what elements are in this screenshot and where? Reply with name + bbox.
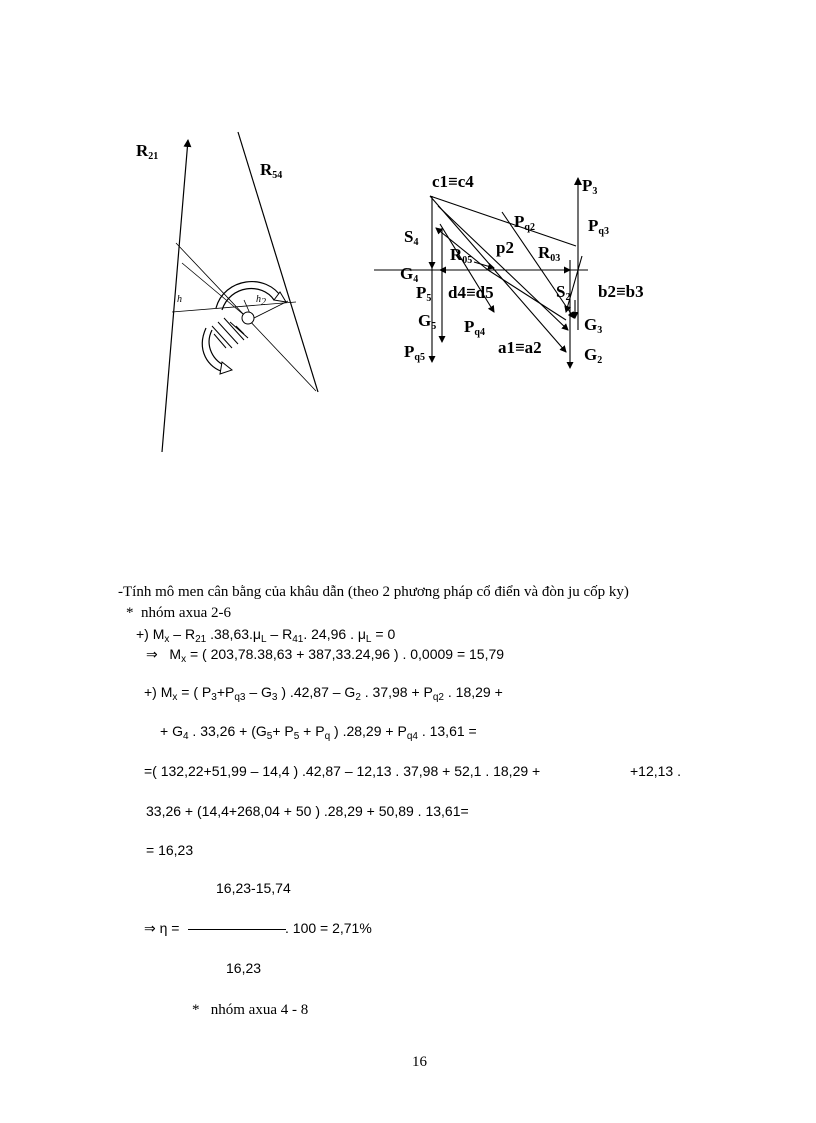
- equation-moment-3: +) $M_x$ = ( $P_3+P_{q3} - G_3$ ) $.42,87 - G_2$ . $37,98 + P_{q2}$ . 18,29 +: [144, 684, 503, 703]
- label-s2: $S_2$: [556, 282, 571, 303]
- page-number: 16: [412, 1054, 427, 1070]
- equation-moment-2: ⇒ $M_x$ = ( 203,78.38,63 + 387,33.24,96 ) . 0,0009 = 15,79: [146, 646, 505, 665]
- label-p5: $P_5$: [416, 283, 432, 304]
- label-g5: $G_5$: [418, 311, 437, 332]
- label-pq2: $P_{q2}$: [514, 212, 535, 233]
- efficiency-rhs: . 100 = 2,71%: [285, 920, 372, 936]
- equation-numeric-1-cont: +12,13 .: [630, 763, 681, 779]
- label-h2: $h_2$: [256, 294, 266, 308]
- equation-moment-4: + $G_4$ . $33,26 + (G_5+ P_5 + P_q$ ) $.28,29 + P_{q4}$ . 13,61 =: [160, 723, 477, 742]
- label-p3: $P_3$: [582, 176, 598, 197]
- label-pq4: $P_{q4}$: [464, 317, 485, 338]
- moment-arrow-upper: [222, 289, 274, 310]
- equation-result: = 16,23: [146, 842, 194, 858]
- label-a1-a2: a1≡a2: [498, 338, 542, 357]
- fraction-denominator: 16,23: [226, 960, 262, 976]
- equation-numeric-1: =( 132,22+51,99 – 14,4 ) .42,87 – 12,13 . 37,98 + 52,1 . 18,29 +: [144, 763, 541, 779]
- fraction-bar: [188, 929, 286, 930]
- ground-hatch: [212, 318, 248, 348]
- efficiency-lhs: ⇒ η =: [144, 920, 180, 936]
- fraction-numerator: 16,23-15,74: [216, 880, 291, 896]
- r21-force-line: [162, 140, 188, 452]
- label-g4: $G_4$: [400, 264, 419, 285]
- equation-numeric-2: 33,26 + (14,4+268,04 + 50 ) .28,29 + 50,89 . 13,61=: [146, 803, 469, 819]
- moment-arrow-lower: [209, 330, 226, 366]
- equation-moment-1: +) $M_x - R_{21}$ $.38,63.\mu_L - R_{41}$. 24,96 . $\mu_L = 0$: [136, 626, 396, 645]
- label-r54: $R_{54}$: [260, 160, 283, 181]
- text-group-4-8: * nhóm axua 4 - 8: [192, 1002, 309, 1018]
- label-r03: $R_{03}$: [538, 243, 561, 264]
- label-b2-b3: b2≡b3: [598, 282, 644, 301]
- label-p2: p2: [496, 238, 514, 257]
- label-g2: $G_2$: [584, 345, 603, 366]
- label-pq5: $P_{q5}$: [404, 342, 425, 363]
- label-h1: h: [177, 294, 182, 305]
- label-r05: $R_{05}$: [450, 245, 473, 266]
- text-group-2-6: * nhóm axua 2-6: [126, 605, 231, 621]
- label-s4: $S_4$: [404, 227, 419, 248]
- pivot-joint: [242, 312, 254, 324]
- label-g3: $G_3$: [584, 315, 603, 336]
- label-r21: $R_{21}$: [136, 141, 159, 162]
- label-c1-c4: c1≡c4: [432, 172, 474, 191]
- label-pq3: $P_{q3}$: [588, 216, 609, 237]
- label-d4-d5: d4≡d5: [448, 283, 494, 302]
- text-heading: -Tính mô men cân bằng của khâu dẫn (theo 2 phương pháp cổ điển và đòn ju cốp ky): [118, 584, 629, 600]
